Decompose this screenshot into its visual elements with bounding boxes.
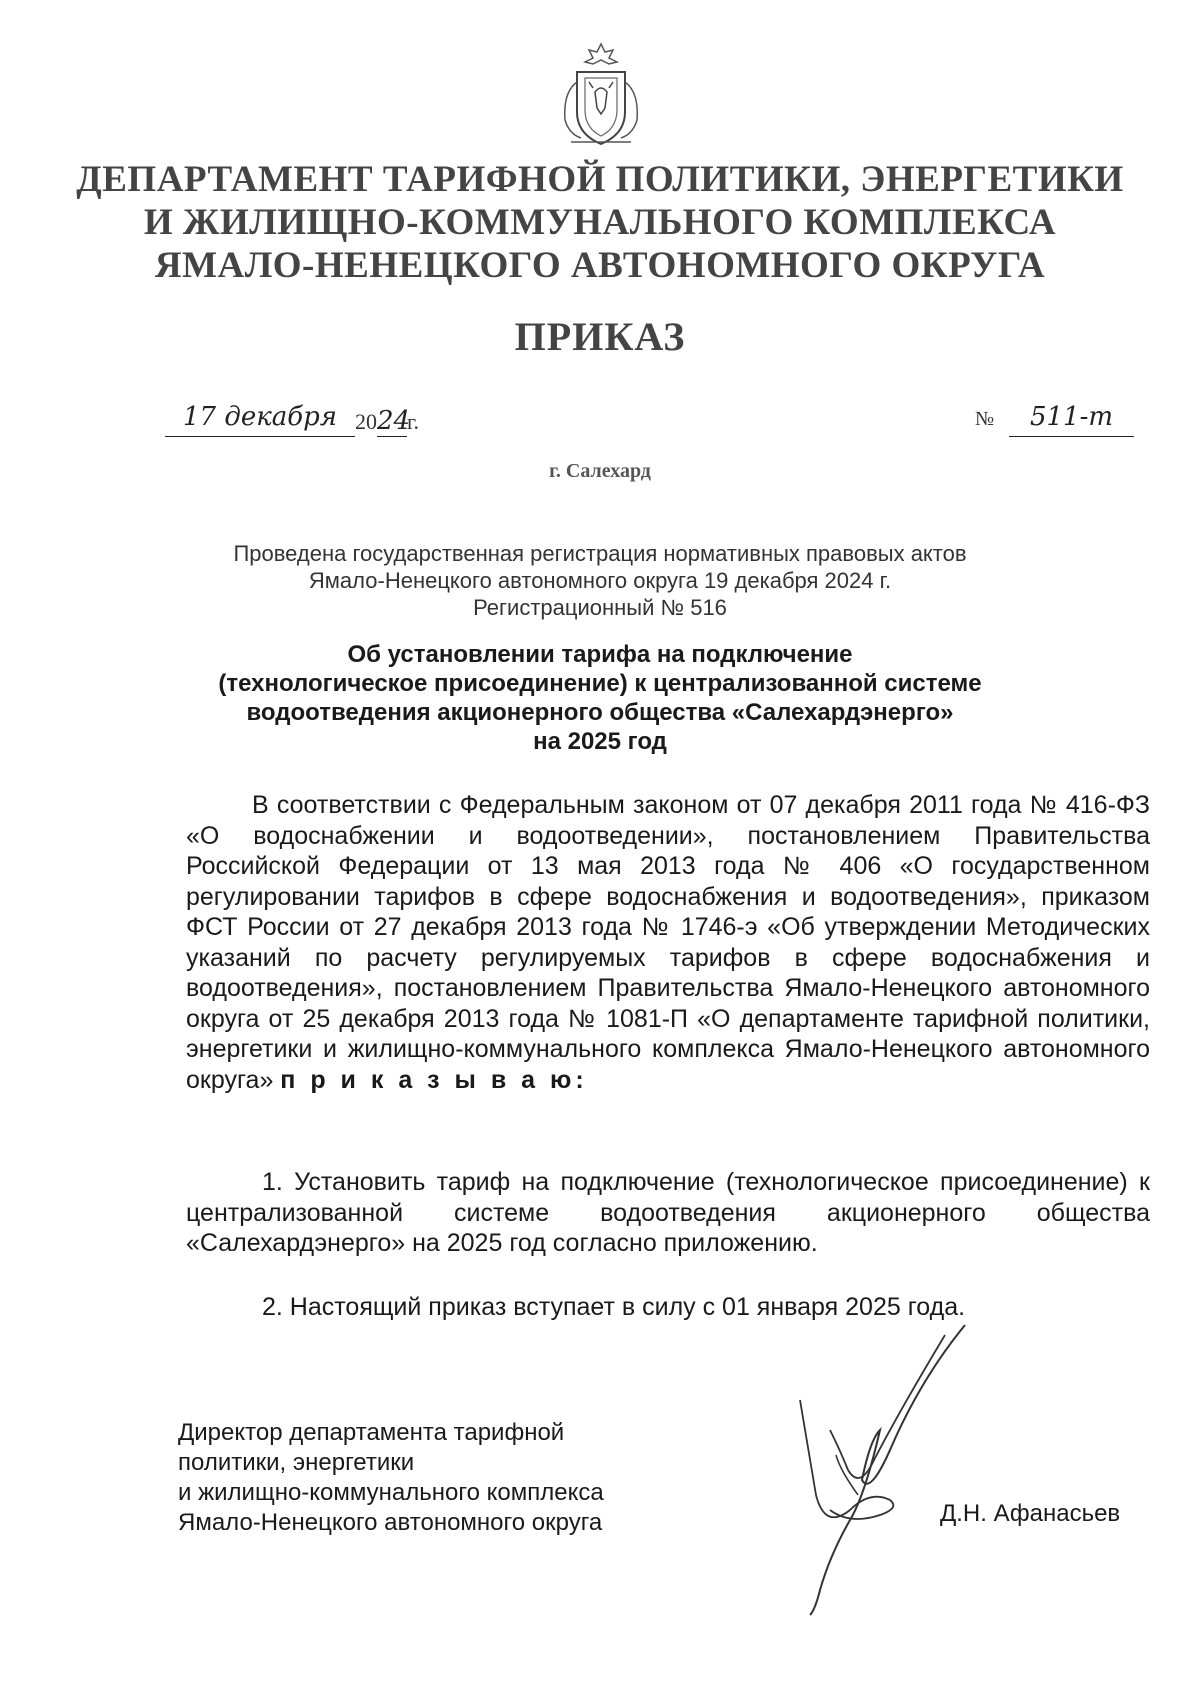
year-suffix: 24 [377,406,411,436]
signatory-title [178,1418,604,1538]
order-date [165,402,585,442]
department-line: ЯМАЛО-НЕНЕЦКОГО АВТОНОМНОГО ОКРУГА [154,245,1046,286]
order-point-2: 2. Настоящий приказ вступает в силу с 01 января 2025 года. [262,1293,966,1321]
signatory-title-line: Директор департамента тарифной [178,1419,565,1446]
title-line: (технологическое присоединение) к централизованной системе [218,670,982,697]
date-day-month: 17 декабря [165,402,355,437]
year-prefix: 20 [355,409,377,434]
title-line: водоотведения акционерного общества «Салехардэнерго» [246,699,954,726]
date-year [355,406,419,437]
preamble-emphasis: п р и к а з ы в а ю: [280,1065,588,1094]
document-title [0,640,1200,756]
signatory-title-line: и жилищно-коммунального комплекса [178,1479,604,1506]
handwritten-signature-icon [770,1320,990,1620]
preamble-text: В соответствии с Федеральным законом от 07 декабря 2011 года № 416-ФЗ «О водоснабжении и водоотведении», постановлением Правительства Российской Федерации от 13 мая 2013 года № 406 «О государственном регулировании тарифов в сфере водоснабжения и водоотведения», приказом ФСТ России от 27 декабря 2013 года № 1746-э «Об утверждении Методических указаний по расчету регулируемых тарифов в сфере водоснабжения и водоотведения», постановлением Правительства Ямало-Ненецкого автономного округа от 25 декабря 2013 года № 1081-П «О департаменте тарифной политики, энергетики и жилищно-коммунального комплекса Ямало-Ненецкого автономного округа» [186,791,1150,1094]
signatory-title-line: политики, энергетики [178,1449,415,1476]
order-point-1: 1. Установить тариф на подключение (технологическое присоединение) к централизованной системе водоотведения акционерного общества «Салехардэнерго» на 2025 год согласно приложению. [186,1168,1150,1257]
number-value: 511-т [1009,402,1134,437]
document-type: ПРИКАЗ [514,314,686,359]
registration-note [0,540,1200,621]
number-sign: № [975,408,995,430]
registration-line: Регистрационный № 516 [473,595,727,620]
year-mark: г. [407,409,420,434]
department-line: ДЕПАРТАМЕНТ ТАРИФНОЙ ПОЛИТИКИ, ЭНЕРГЕТИКИ [76,159,1124,200]
title-line: на 2025 год [533,728,667,755]
city: г. Салехард [549,460,651,482]
coat-of-arms-icon [555,42,647,150]
department-name [0,158,1200,287]
title-line: Об установлении тарифа на подключение [347,641,853,668]
registration-line: Проведена государственная регистрация нормативных правовых актов [233,541,967,566]
order-number [975,402,1135,442]
department-line: И ЖИЛИЩНО-КОММУНАЛЬНОГО КОМПЛЕКСА [143,202,1057,243]
signatory-name: Д.Н. Афанасьев [940,1500,1121,1527]
registration-line: Ямало-Ненецкого автономного округа 19 декабря 2024 г. [308,568,892,593]
signatory-title-line: Ямало-Ненецкого автономного округа [178,1509,603,1536]
preamble-paragraph [186,790,1150,1095]
